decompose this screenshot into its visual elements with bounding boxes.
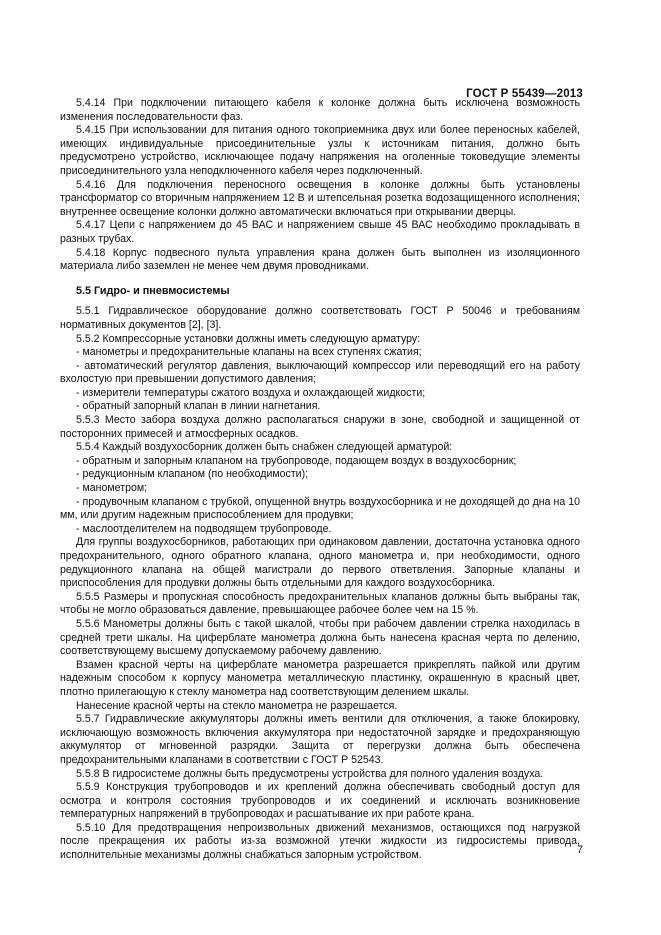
document-body <box>60 90 580 863</box>
paragraph-5-5-7: 5.5.7 Гидравлические аккумуляторы должны иметь вентили для отключения, а также блокировку, исключающую возможность включения аккумулятора при недостаточной зарядке и предохраняющую аккумулятор от мгновенной разрядки. Защита от перегрузки должна быть обеспечена предохранительными клапанами в соответствии с ГОСТ Р 52543. <box>60 713 580 766</box>
paragraph-5-5-4: 5.5.4 Каждый воздухосборник должен быть снабжен следующей арматурой: <box>76 441 453 454</box>
paragraph-5-5-2: 5.5.2 Компрессорные установки должны иметь следующую арматуру: <box>76 332 421 345</box>
paragraph-red-line-alternative: Взамен красной черты на циферблате манометра разрешается прикреплять пайкой или другим надежным способом к корпусу манометра металлическую пластинку, окрашенную в красный цвет, плотно прилегающую к стеклу манометра над соответствующим делением шкалы. <box>60 658 580 698</box>
document-header: ГОСТ Р 55439—2013 <box>466 88 583 100</box>
paragraph-5-5-10: 5.5.10 Для предотвращения непроизвольных движений механизмов, остающихся под нагрузкой после прекращения их работы из-за возможной утечки жидкости из гидросистемы привода, исполнительные механизмы должны снабжаться запорным устройством. <box>60 821 580 862</box>
paragraph-5-5-1: 5.5.1 Гидравлическое оборудование должно соответствовать ГОСТ Р 50046 и требованиям нормативных документов [2], [3]. <box>60 305 580 331</box>
list-item: - обратный запорный клапан в линии нагнетания. <box>76 400 321 413</box>
paragraph-5-4-17: 5.4.17 Цепи с напряжением до 45 ВАС и напряжением свыше 45 ВАС необходимо прокладывать в разных трубах. <box>60 219 580 245</box>
paragraph-5-4-14: 5.4.14 При подключении питающего кабеля к колонке должна быть исключена возможность изменения последовательности фаз. <box>60 97 580 123</box>
paragraph-5-4-15: 5.4.15 При использовании для питания одного токоприемника двух или более переносных кабелей, имеющих индивидуальные присоединительные узлы к источникам питания, должно быть предусмотрено устройство, исключающее подачу напряжения на оголенные токоведущие элементы присоединительного узла неподключенного кабеля через подключенный. <box>60 124 580 177</box>
list-item: - маслоотделителем на подводящем трубопроводе. <box>76 522 332 535</box>
paragraph-5-5-8: 5.5.8 В гидросистеме должны быть предусмотрены устройства для полного удаления воздуха. <box>76 767 544 780</box>
list-item: - автоматический регулятор давления, выключающий компрессор или переводящий его на работу вхолостую при превышении допустимого давления; <box>60 359 580 386</box>
paragraph-group-receivers: Для группы воздухосборников, работающих при одинаковом давлении, достаточна установка одного предохранительного, одного обратного клапана, одного манометра и, при необходимости, одного редукционного клапана на общей магистрали до первого ответвления. Запорные клапаны и приспособления для продувки должны быть отдельными для каждого воздухосборника. <box>60 536 580 590</box>
page-number: 7 <box>577 844 583 856</box>
list-item: - обратным и запорным клапаном на трубопроводе, подающем воздух в воздухосборник; <box>76 454 517 467</box>
list-item: - редукционным клапаном (по необходимости); <box>76 468 309 481</box>
section-title: 5.5 Гидро- и пневмосистемы <box>76 284 230 297</box>
paragraph-5-4-18: 5.4.18 Корпус подвесного пульта управления крана должен быть выполнен из изоляционного материала либо заземлен не менее чем двумя проводниками. <box>60 246 580 273</box>
paragraph-red-line-prohibition: Нанесение красной черты на стекло манометра не разрешается. <box>76 699 398 712</box>
paragraph-5-5-5: 5.5.5 Размеры и пропускная способность предохранительных клапанов должны быть выбраны так, чтобы не могло образоваться давление, превышающее рабочее более чем на 15 %. <box>60 590 580 617</box>
paragraph-5-4-16: 5.4.16 Для подключения переносного освещения в колонке должны быть установлены трансформатор со вторичным напряжением 12 В и штепсельная розетка водозащищенного исполнения; внутреннее освещение колонки должно автоматически включаться при открывании дверцы. <box>60 178 580 218</box>
list-item: - продувочным клапаном с трубкой, опущенной внутрь воздухосборника и не доходящей до дна на 10 мм, или другим надежным приспособлением для продувки; <box>60 495 580 522</box>
list-item: - манометром; <box>76 482 148 495</box>
list-item: - манометры и предохранительные клапаны на всех ступенях сжатия; <box>76 346 422 359</box>
paragraph-5-5-6: 5.5.6 Манометры должны быть с такой шкалой, чтобы при рабочем давлении стрелка находилась в средней трети шкалы. На циферблате манометра должна быть нанесена красная черта по делению, соответствующему высшему допускаемому рабочему давлению. <box>60 617 580 658</box>
paragraph-5-5-3: 5.5.3 Место забора воздуха должно располагаться снаружи в зоне, свободной и защищенной от посторонних примесей и атмосферных осадков. <box>60 414 580 440</box>
paragraph-5-5-9: 5.5.9 Конструкция трубопроводов и их креплений должна обеспечивать свободный доступ для осмотра и контроля состояния трубопроводов и их соединений и исключать возникновение температурных напряжений в трубопроводах и расшатывание их при работе крана. <box>60 781 580 821</box>
list-item: - измерители температуры сжатого воздуха и охлаждающей жидкости; <box>76 386 426 399</box>
